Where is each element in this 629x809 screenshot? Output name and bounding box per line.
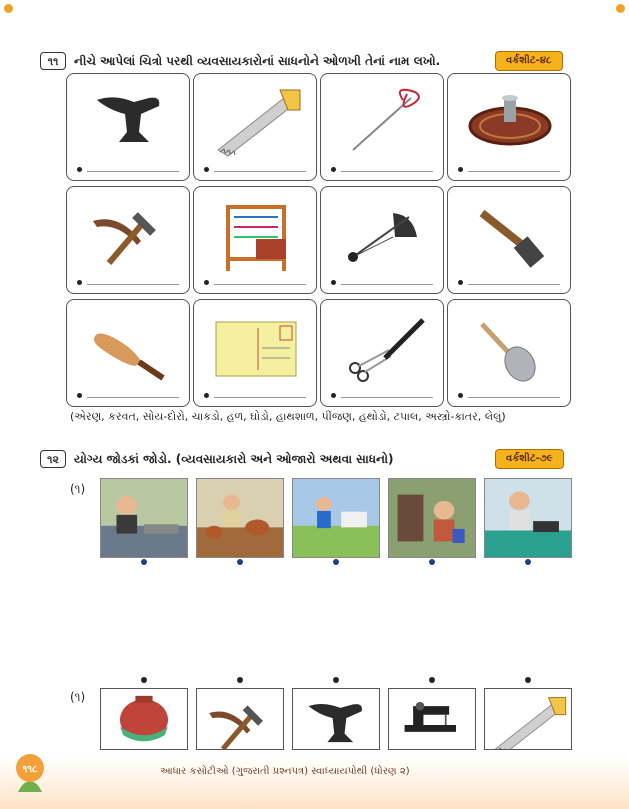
match-dot[interactable] [237,559,243,565]
answer-bullet [458,280,463,285]
cotton-carder-icon [333,193,433,273]
tool-card [447,299,571,407]
barber-scene-icon [389,479,475,557]
answer-bullet [77,167,82,172]
worksheet-badge: વર્કશીટ-૪૮ [495,51,563,71]
match-dot[interactable] [429,559,435,565]
answer-line[interactable] [214,171,306,172]
sewing-machine-icon [389,689,475,749]
page-number-badge [10,752,54,796]
cricket-bat-icon [79,306,179,386]
trowel-icon [460,306,560,386]
answer-line[interactable] [214,284,306,285]
tool-picture [484,688,572,750]
scissors-razor-icon [333,306,433,386]
anvil-icon [293,689,379,749]
potter-scene-icon [197,479,283,557]
profession-picture [196,478,284,558]
answer-line[interactable] [341,397,433,398]
tool-picture [196,688,284,750]
tool-card [193,73,317,181]
answer-bullet [204,280,209,285]
anvil-icon [79,80,179,160]
tool-picture [292,688,380,750]
answer-bullet [77,393,82,398]
match-dot[interactable] [429,677,435,683]
match-dot[interactable] [237,677,243,683]
tool-card [447,186,571,294]
match-dot[interactable] [333,677,339,683]
row-label: (૧) [70,690,86,704]
clay-pot-icon [101,689,187,749]
tool-picture [388,688,476,750]
answer-line[interactable] [468,397,560,398]
saw-icon [485,689,571,749]
answer-line[interactable] [468,284,560,285]
profession-picture [388,478,476,558]
footer-text: આધાર કસોટીઓ (ગુજરાતી પ્રશ્નપત્ર) સ્વાધ્યાયપોથી (ધોરણ ૨) [160,766,410,777]
answer-bullet [331,167,336,172]
tool-card [447,73,571,181]
tool-card [66,299,190,407]
tailor-scene-icon [485,479,571,557]
corner-dot [616,4,625,13]
answer-line[interactable] [87,397,179,398]
tool-card [193,186,317,294]
word-bank: (એરણ, કરવત, સોય-દોરો, ચાકડો, હળ, ઘોડો, હાથશાળ, પીંજણ, હથોડો, ટપાલ, અસ્ત્રો-કાતર, લેલું) [70,410,506,423]
tool-card [66,186,190,294]
answer-bullet [331,280,336,285]
answer-bullet [458,167,463,172]
match-dot[interactable] [525,677,531,683]
pickaxe-icon [79,193,179,273]
answer-line[interactable] [341,171,433,172]
tool-card [66,73,190,181]
answer-bullet [331,393,336,398]
answer-line[interactable] [87,284,179,285]
potters-wheel-icon [460,80,560,160]
loom-icon [206,193,306,273]
mechanic-scene-icon [101,479,187,557]
tool-card [193,299,317,407]
answer-line[interactable] [468,171,560,172]
question-text: યોગ્ય જોડકાં જોડો. (વ્યવસાયકારો અને ઓજારો અથવા સાધનો) [74,452,394,466]
svg-text:૧૧૮: ૧૧૮ [22,764,38,775]
tool-card [320,186,444,294]
farmer-scene-icon [293,479,379,557]
tool-card [320,299,444,407]
answer-bullet [458,393,463,398]
profession-picture [484,478,572,558]
answer-bullet [204,393,209,398]
answer-bullet [77,280,82,285]
row-label: (૧) [70,482,86,496]
answer-line[interactable] [87,171,179,172]
worksheet-badge: વર્કશીટ-૭૯ [495,449,564,469]
match-dot[interactable] [333,559,339,565]
question-number: ૧૨ [40,450,66,468]
pickaxe-icon [197,689,283,749]
needle-thread-icon [333,80,433,160]
saw-icon [206,80,306,160]
hammer-icon [460,193,560,273]
answer-line[interactable] [214,397,306,398]
question-text: નીચે આપેલાં ચિત્રો પરથી વ્યવસાયકારોનાં સાધનોને ઓળખી તેનાં નામ લખો. [74,54,441,68]
profession-picture [292,478,380,558]
match-dot[interactable] [141,677,147,683]
profession-picture [100,478,188,558]
answer-line[interactable] [341,284,433,285]
match-dot[interactable] [525,559,531,565]
question-number: ૧૧ [40,52,66,70]
tool-card [320,73,444,181]
answer-bullet [204,167,209,172]
match-dot[interactable] [141,559,147,565]
corner-dot [4,4,13,13]
postcard-icon [206,306,306,386]
tool-picture [100,688,188,750]
